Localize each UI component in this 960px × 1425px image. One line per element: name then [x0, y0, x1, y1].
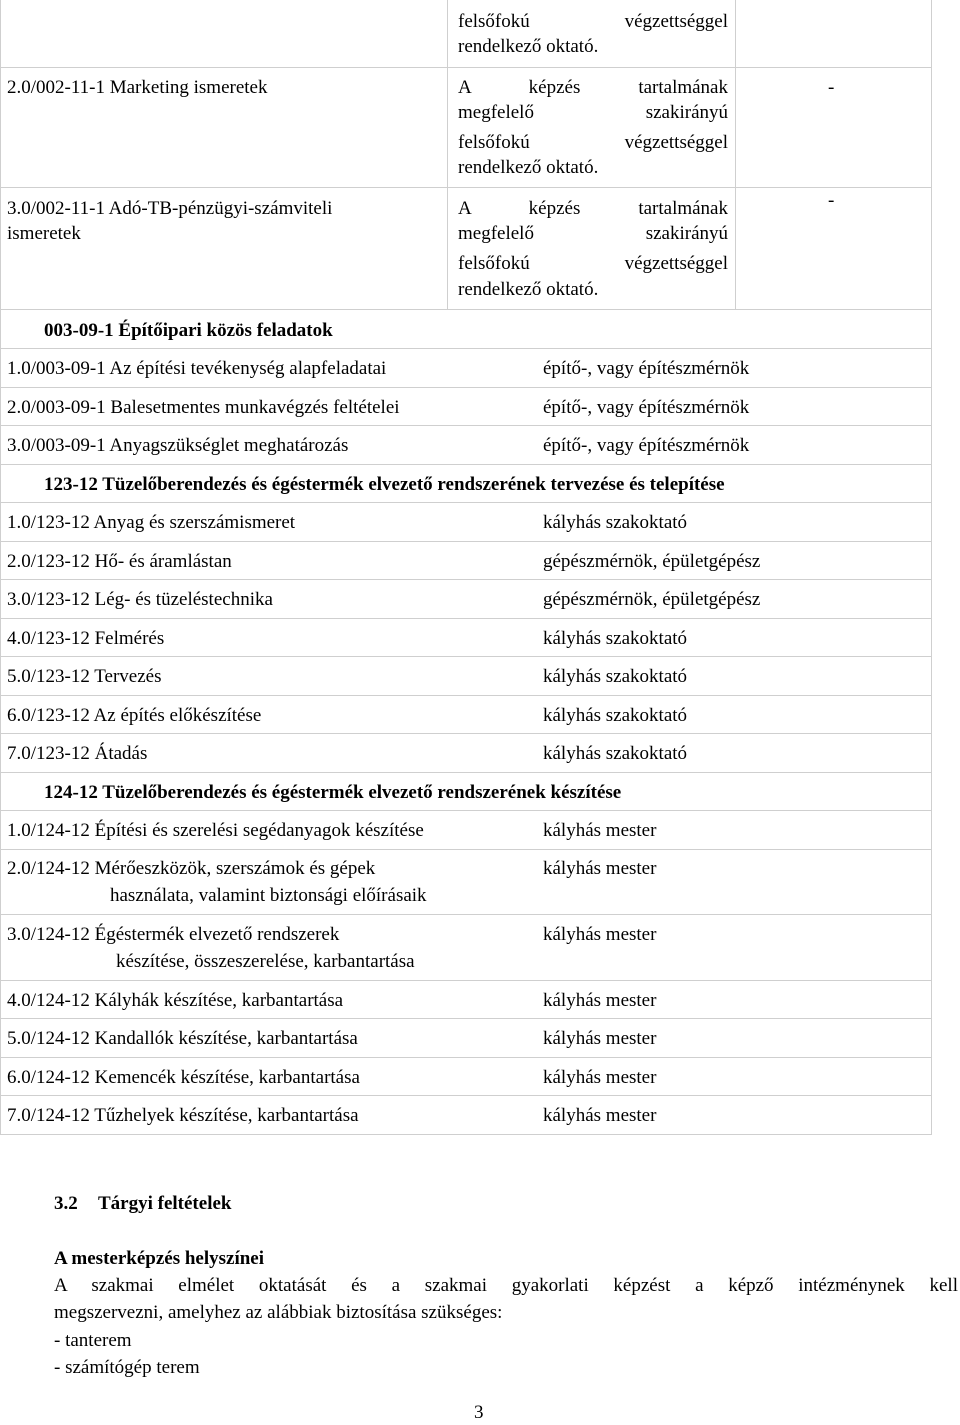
subject-name: 3.0/123-12 Lég- és tüzeléstechnika: [7, 589, 273, 610]
list-item: - tanterem: [54, 1330, 132, 1351]
subject-name: 6.0/123-12 Az építés előkészítése: [7, 705, 262, 726]
subject-name: 2.0/002-11-1 Marketing ismeretek: [7, 77, 268, 98]
page-number: 3: [474, 1402, 484, 1423]
teacher-qualification: kályhás mester: [543, 1028, 657, 1049]
subheading: A mesterképzés helyszínei: [54, 1248, 265, 1269]
subject-name: 3.0/002-11-1 Adó-TB-pénzügyi-számviteli: [7, 198, 333, 219]
qualification-line: rendelkező oktató.: [458, 36, 599, 57]
teacher-qualification: kályhás mester: [543, 1067, 657, 1088]
subject-name-continued: használata, valamint biztonsági előírásaik: [110, 885, 427, 906]
extra-cell: -: [828, 77, 835, 98]
teacher-qualification: gépészmérnök, épületgépész: [543, 551, 761, 572]
qualification-line: felsőfokú végzettséggel: [458, 132, 728, 153]
paragraph-line: A szakmai elmélet oktatását és a szakmai gyakorlati képzést a képző intézménynek kell: [54, 1275, 958, 1296]
subject-name: 5.0/123-12 Tervezés: [7, 666, 162, 687]
subject-name: 2.0/123-12 Hő- és áramlástan: [7, 551, 232, 572]
subject-name: 3.0/003-09-1 Anyagszükséglet meghatározás: [7, 435, 349, 456]
extra-cell: -: [828, 190, 835, 211]
teacher-qualification: gépészmérnök, épületgépész: [543, 589, 761, 610]
teacher-qualification: kályhás szakoktató: [543, 666, 688, 687]
subject-name: 2.0/124-12 Mérőeszközök, szerszámok és gépek: [7, 858, 376, 879]
teacher-qualification: kályhás mester: [543, 924, 657, 945]
teacher-qualification: építő-, vagy építészmérnök: [543, 358, 750, 379]
qualification-line: A képzés tartalmának: [458, 77, 728, 98]
subject-name: 4.0/124-12 Kályhák készítése, karbantartása: [7, 990, 344, 1011]
subject-name: 2.0/003-09-1 Balesetmentes munkavégzés feltételei: [7, 397, 400, 418]
teacher-qualification: kályhás szakoktató: [543, 628, 688, 649]
teacher-qualification: kályhás mester: [543, 820, 657, 841]
section-number: 3.2: [54, 1193, 78, 1214]
teacher-qualification: kályhás mester: [543, 858, 657, 879]
teacher-qualification: kályhás mester: [543, 990, 657, 1011]
subject-name: ismeretek: [7, 223, 81, 244]
qualification-line: felsőfokú végzettséggel: [458, 11, 728, 32]
section-title: Tárgyi feltételek: [98, 1193, 232, 1214]
teacher-qualification: építő-, vagy építészmérnök: [543, 397, 750, 418]
subject-name: 1.0/123-12 Anyag és szerszámismeret: [7, 512, 296, 533]
subject-name: 3.0/124-12 Égéstermék elvezető rendszerek: [7, 924, 340, 945]
subject-name: 4.0/123-12 Felmérés: [7, 628, 165, 649]
subject-name: 1.0/124-12 Építési és szerelési segédanyagok készítése: [7, 820, 424, 841]
teacher-qualification: kályhás szakoktató: [543, 743, 688, 764]
teacher-qualification: kályhás mester: [543, 1105, 657, 1126]
module-heading: 124-12 Tüzelőberendezés és égéstermék elvezető rendszerének készítése: [44, 782, 622, 803]
subject-name: 5.0/124-12 Kandallók készítése, karbantartása: [7, 1028, 358, 1049]
subject-name: 6.0/124-12 Kemencék készítése, karbantartása: [7, 1067, 360, 1088]
paragraph-line: megszervezni, amelyhez az alábbiak biztosítása szükséges:: [54, 1302, 503, 1323]
subject-name: 7.0/123-12 Átadás: [7, 743, 148, 764]
subject-name: 7.0/124-12 Tűzhelyek készítése, karbantartása: [7, 1105, 359, 1126]
qualification-line: megfelelő szakirányú: [458, 223, 728, 244]
qualification-line: rendelkező oktató.: [458, 157, 599, 178]
subject-name: 1.0/003-09-1 Az építési tevékenység alapfeladatai: [7, 358, 387, 379]
module-heading: 123-12 Tüzelőberendezés és égéstermék elvezető rendszerének tervezése és telepítése: [44, 474, 725, 495]
qualification-line: megfelelő szakirányú: [458, 102, 728, 123]
list-item: - számítógép terem: [54, 1357, 200, 1378]
qualification-line: A képzés tartalmának: [458, 198, 728, 219]
qualification-line: rendelkező oktató.: [458, 279, 599, 300]
teacher-qualification: kályhás szakoktató: [543, 705, 688, 726]
module-heading: 003-09-1 Építőipari közös feladatok: [44, 320, 333, 341]
teacher-qualification: kályhás szakoktató: [543, 512, 688, 533]
qualification-line: felsőfokú végzettséggel: [458, 253, 728, 274]
teacher-qualification: építő-, vagy építészmérnök: [543, 435, 750, 456]
subject-name-continued: készítése, összeszerelése, karbantartása: [116, 951, 415, 972]
